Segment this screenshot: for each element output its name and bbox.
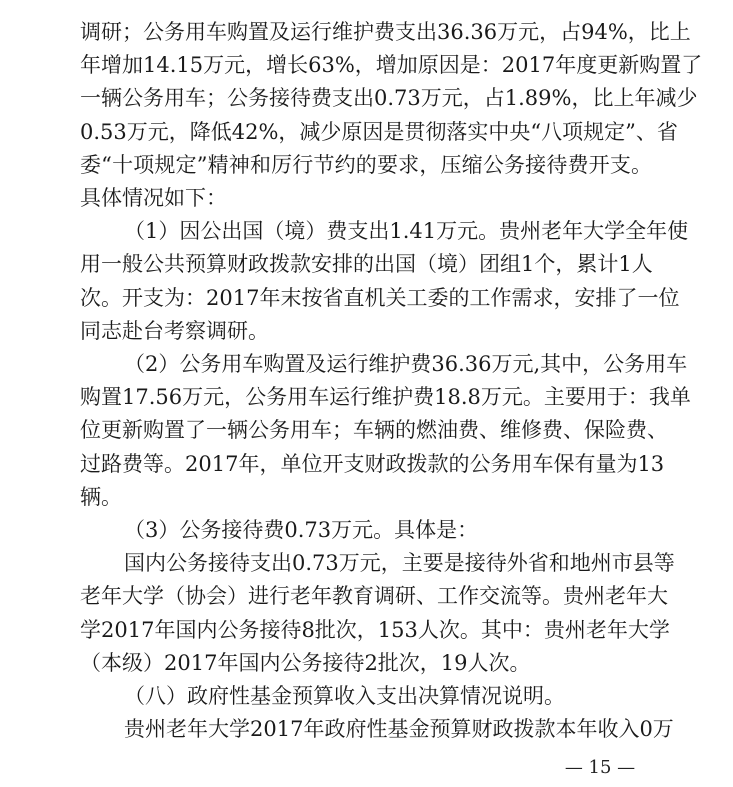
text-line: 0.53万元，降低42%，减少原因是贯彻落实中央“八项规定”、省 <box>80 119 678 144</box>
text-line: 调研；公务用车购置及运行维护费支出36.36万元，占94%，比上 <box>80 20 691 44</box>
text-line: 一辆公务用车；公务接待费支出0.73万元，占1.89%，比上年减少 <box>80 86 698 111</box>
text-line: 委“十项规定”精神和厉行节约的要求，压缩公务接待费开支。 <box>80 152 652 177</box>
text-line: （2）公务用车购置及运行维护费36.36万元,其中，公务用车 <box>124 352 688 376</box>
text-line: 年增加14.15万元，增长63%，增加原因是：2017年度更新购置了 <box>80 53 703 78</box>
text-line: 购置17.56万元，公务用车运行维护费18.8万元。主要用于：我单 <box>80 385 691 410</box>
text-line: 同志赴台考察调研。 <box>80 318 269 343</box>
text-line: 用一般公共预算财政拨款安排的出国（境）团组1个，累计1人 <box>80 252 653 277</box>
text-line: 老年大学（协会）进行老年教育调研、工作交流等。贵州老年大 <box>80 584 668 609</box>
text-line: 具体情况如下： <box>80 186 227 210</box>
text-line: 辆。 <box>80 484 122 509</box>
text-line: （1）因公出国（境）费支出1.41万元。贵州老年大学全年使 <box>124 219 689 244</box>
text-line: （本级）2017年国内公务接待2批次，19人次。 <box>80 650 531 675</box>
text-line: （八）政府性基金预算收入支出决算情况说明。 <box>124 684 565 708</box>
text-line: 位更新购置了一辆公务用车；车辆的燃油费、维修费、保险费、 <box>80 418 668 443</box>
page-number: — 15 — <box>564 757 636 778</box>
text-line: 国内公务接待支出0.73万元，主要是接待外省和地州市县等 <box>124 551 675 576</box>
text-line: 学2017年国内公务接待8批次，153人次。其中：贵州老年大学 <box>80 617 670 642</box>
text-line: 次。开支为：2017年末按省直机关工委的工作需求，安排了一位 <box>80 285 680 310</box>
text-line: 过路费等。2017年，单位开支财政拨款的公务用车保有量为13 <box>80 451 665 476</box>
text-line: 贵州老年大学2017年政府性基金预算财政拨款本年收入0万 <box>124 717 674 742</box>
text-line: （3）公务接待费0.73万元。具体是： <box>124 518 479 542</box>
